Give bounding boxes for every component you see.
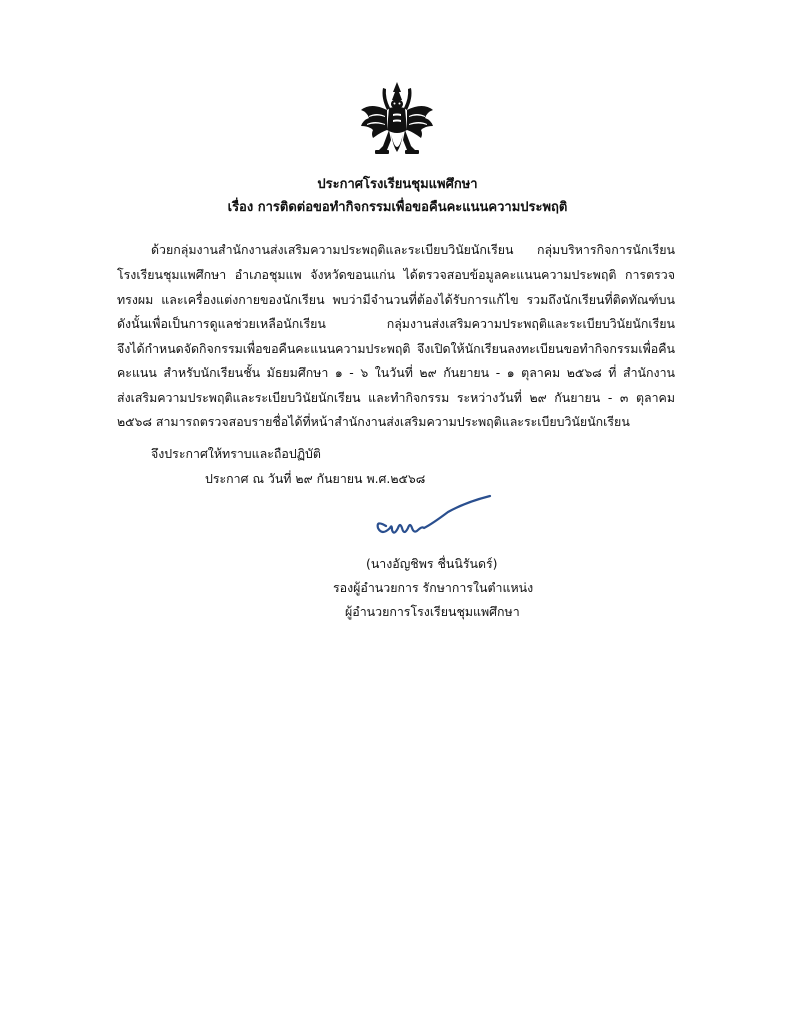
body-line-6: คะแนน สำหรับนักเรียนชั้น มัธยมศึกษา ๑ - ๖ ในวันที่ ๒๙ กันยายน - ๑ ตุลาคม ๒๕๖๘ ที่ สำนักงาน (117, 365, 675, 380)
body-line-3: ทรงผม และเครื่องแต่งกายของนักเรียน พบว่ามีจำนวนที่ต้องได้รับการแก้ไข รวมถึงนักเรียนที่ติดทัณฑ์บน (117, 292, 675, 307)
body-line-5: จึงได้กำหนดจัดกิจกรรมเพื่อขอคืนคะแนนความประพฤติ จึงเปิดให้นักเรียนลงทะเบียนขอทำกิจกรรมเพื่อคืน (117, 341, 675, 356)
signatory-position-acting: รองผู้อำนวยการ รักษาการในตำแหน่ง (333, 580, 534, 595)
announcement-subject: เรื่อง การติดต่อขอทำกิจกรรมเพื่อขอคืนคะแนนความประพฤติ (227, 200, 568, 215)
body-line-7: ส่งเสริมความประพฤติและระเบียบวินัยนักเรียน และทำกิจกรรม ระหว่างวันที่ ๒๙ กันยายน - ๓ ตุลาคม (117, 390, 675, 405)
announcement-title: ประกาศโรงเรียนชุมแพศึกษา (317, 177, 478, 192)
body-line-4: ดังนั้นเพื่อเป็นการดูแลช่วยเหลือนักเรียน กลุ่มงานส่งเสริมความประพฤติและระเบียบวินัยนักเรียน (117, 316, 675, 331)
handwritten-signature (362, 490, 498, 550)
body-line-1: ด้วยกลุ่มงานสำนักงานส่งเสริมความประพฤติและระเบียบวินัยนักเรียน กลุ่มบริหารกิจการนักเรียน (151, 242, 675, 257)
body-line-8: ๒๕๖๘ สามารถตรวจสอบรายชื่อได้ที่หน้าสำนักงานส่งเสริมความประพฤติและระเบียบวินัยนักเรียน (117, 414, 630, 429)
signatory-name: (นางอัญชิพร ชื่นนิรันดร์) (366, 556, 498, 571)
garuda-emblem (357, 80, 437, 162)
signatory-position-director: ผู้อำนวยการโรงเรียนชุมแพศึกษา (345, 604, 520, 619)
announcement-date: ประกาศ ณ วันที่ ๒๙ กันยายน พ.ศ.๒๕๖๘ (205, 471, 426, 486)
closing-statement: จึงประกาศให้ทราบและถือปฏิบัติ (151, 446, 321, 461)
body-line-2: โรงเรียนชุมแพศึกษา อำเภอชุมแพ จังหวัดขอนแก่น ได้ตรวจสอบข้อมูลคะแนนความประพฤติ การตรวจ (117, 267, 675, 282)
